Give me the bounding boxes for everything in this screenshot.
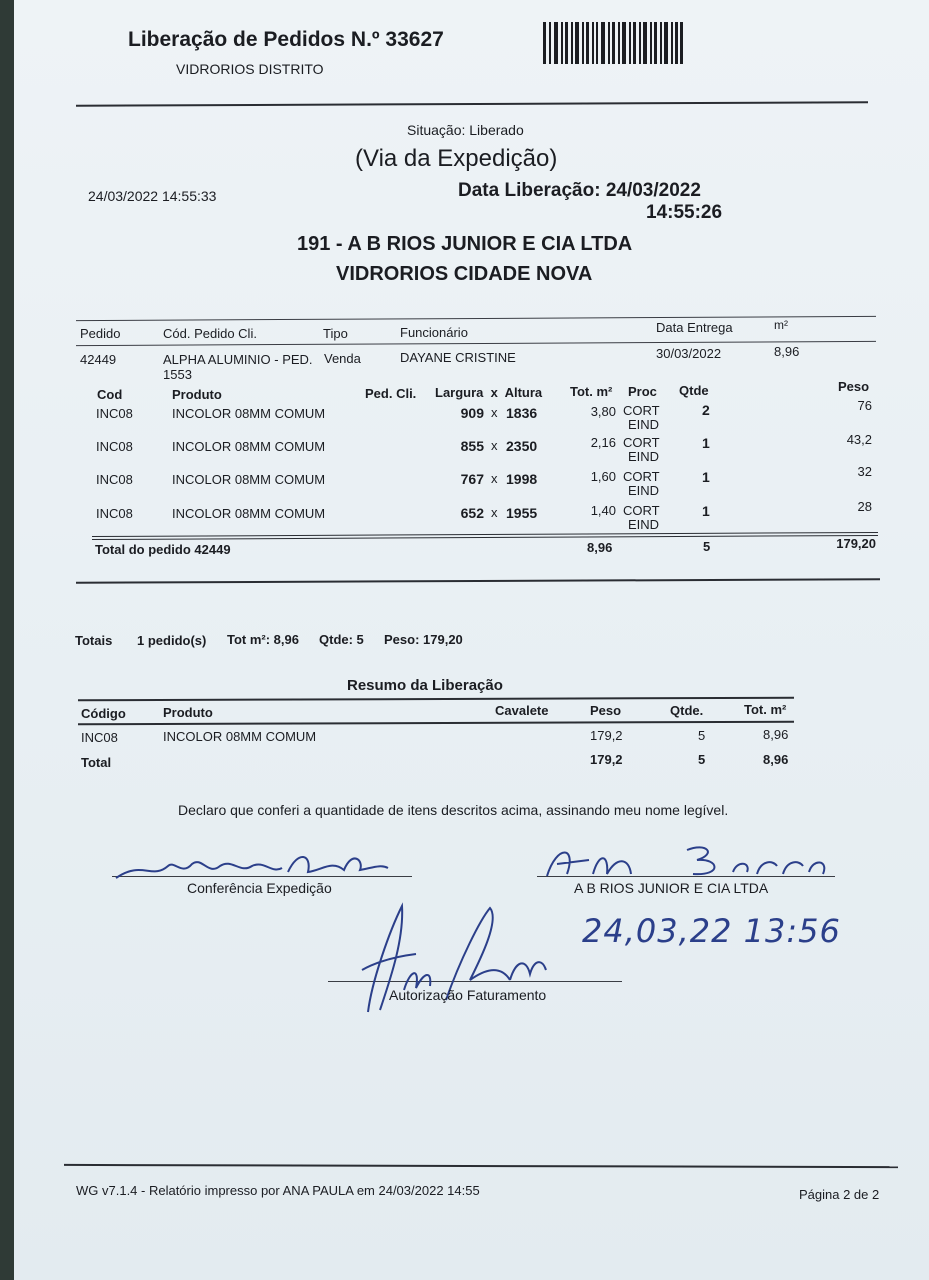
item-proc: CORT xyxy=(623,403,660,418)
order-client-ref: ALPHA ALUMINIO - PED. xyxy=(163,352,313,367)
declaration-text: Declaro que conferi a quantidade de itens descritos acima, assinando meu nome legível. xyxy=(178,802,729,818)
company-name: VIDRORIOS DISTRITO xyxy=(176,61,324,77)
summary-qtde: 5 xyxy=(698,728,706,743)
document-title: Liberação de Pedidos N.º 33627 xyxy=(128,28,444,51)
item-peso: 28 xyxy=(857,499,872,514)
order-total-peso: 179,20 xyxy=(836,536,876,551)
summary-produto: INCOLOR 08MM COMUM xyxy=(163,729,317,744)
item-x: x xyxy=(491,405,498,420)
totals-pedidos: 1 pedido(s) xyxy=(137,633,207,648)
summary-col-tot-m2: Tot. m² xyxy=(744,702,787,717)
order-total-label: Total do pedido 42449 xyxy=(95,542,231,557)
item-altura: 2350 xyxy=(506,438,538,454)
signature-label-conferencia: Conferência Expedição xyxy=(187,880,332,896)
item-largura: 767 xyxy=(460,471,484,487)
release-date: Data Liberação: 24/03/2022 xyxy=(458,180,701,201)
client-name: 191 - A B RIOS JUNIOR E CIA LTDA xyxy=(297,233,633,255)
order-delivery-date: 30/03/2022 xyxy=(656,346,722,361)
items-col-ped-cli: Ped. Cli. xyxy=(365,386,417,401)
signature-label-autorizacao: Autorização Faturamento xyxy=(389,987,547,1003)
item-x: x xyxy=(491,438,498,453)
item-altura: 1998 xyxy=(506,471,538,487)
item-largura: 855 xyxy=(460,438,484,454)
item-proc: CORT xyxy=(623,503,660,518)
barcode xyxy=(543,22,683,64)
item-produto: INCOLOR 08MM COMUM xyxy=(172,439,326,454)
item-x: x xyxy=(491,471,498,486)
item-tot-m2: 3,80 xyxy=(590,404,616,419)
item-proc: CORT xyxy=(623,469,660,484)
totals-m2: Tot m²: 8,96 xyxy=(227,632,299,647)
summary-codigo: INC08 xyxy=(81,730,118,745)
items-col-proc: Proc xyxy=(628,384,657,399)
status-text: Situação: Liberado xyxy=(407,122,524,138)
summary-title: Resumo da Liberação xyxy=(347,677,503,694)
order-number: 42449 xyxy=(80,352,117,367)
item-x: x xyxy=(491,505,498,520)
handwritten-signature xyxy=(112,840,412,884)
summary-col-qtde: Qtde. xyxy=(670,703,704,718)
order-client-ref-2: 1553 xyxy=(163,367,192,382)
item-qtde: 2 xyxy=(702,402,710,418)
item-peso: 76 xyxy=(857,398,872,413)
item-tot-m2: 1,60 xyxy=(590,469,616,484)
item-cod: INC08 xyxy=(96,506,133,521)
item-produto: INCOLOR 08MM COMUM xyxy=(172,406,326,421)
summary-col-peso: Peso xyxy=(590,703,622,718)
order-type: Venda xyxy=(324,351,361,366)
item-largura: 652 xyxy=(460,505,484,521)
summary-total-tot-m2: 8,96 xyxy=(763,752,789,767)
order-m2: 8,96 xyxy=(774,344,800,359)
item-produto: INCOLOR 08MM COMUM xyxy=(172,472,326,487)
item-altura: 1836 xyxy=(506,405,538,421)
items-col-tot-m2: Tot. m² xyxy=(570,384,613,399)
item-altura: 1955 xyxy=(506,505,538,521)
item-cod: INC08 xyxy=(96,439,133,454)
order-total-qtde: 5 xyxy=(703,539,711,554)
item-qtde: 1 xyxy=(702,503,710,519)
item-proc-2: EIND xyxy=(628,517,660,532)
item-proc: CORT xyxy=(623,435,660,450)
summary-total-peso: 179,2 xyxy=(590,752,623,767)
order-employee: DAYANE CRISTINE xyxy=(400,350,516,365)
summary-col-produto: Produto xyxy=(163,705,213,720)
summary-col-cavalete: Cavalete xyxy=(495,703,549,718)
handwritten-signature xyxy=(537,836,835,882)
col-tipo: Tipo xyxy=(323,326,348,341)
via-title: (Via da Expedição) xyxy=(355,145,558,172)
item-proc-2: EIND xyxy=(628,449,660,464)
items-col-peso: Peso xyxy=(838,379,870,394)
item-proc-2: EIND xyxy=(628,417,660,432)
order-total-m2: 8,96 xyxy=(587,540,613,555)
items-col-qtde: Qtde xyxy=(679,383,709,398)
signature-label-client: A B RIOS JUNIOR E CIA LTDA xyxy=(574,880,769,896)
items-col-largura-altura: Largura x Altura xyxy=(435,385,543,400)
col-data-entrega: Data Entrega xyxy=(656,320,733,335)
summary-peso: 179,2 xyxy=(590,728,623,743)
item-tot-m2: 2,16 xyxy=(590,435,616,450)
summary-total-label: Total xyxy=(81,755,112,770)
summary-total-qtde: 5 xyxy=(698,752,706,767)
col-cod-pedido-cli: Cód. Pedido Cli. xyxy=(163,326,257,341)
handwritten-date: 24,03,22 13:56 xyxy=(582,912,841,950)
totals-qtde: Qtde: 5 xyxy=(319,632,364,647)
item-qtde: 1 xyxy=(702,435,710,451)
item-cod: INC08 xyxy=(96,472,133,487)
item-cod: INC08 xyxy=(96,406,133,421)
item-tot-m2: 1,40 xyxy=(590,503,616,518)
item-largura: 909 xyxy=(460,405,484,421)
col-pedido: Pedido xyxy=(80,326,121,341)
items-col-produto: Produto xyxy=(172,387,222,402)
col-m2: m² xyxy=(774,318,788,332)
footer-text: WG v7.1.4 - Relatório impresso por ANA PAULA em 24/03/2022 14:55 xyxy=(76,1183,480,1198)
page-number: Página 2 de 2 xyxy=(799,1187,880,1202)
summary-col-codigo: Código xyxy=(81,706,126,721)
totals-label: Totais xyxy=(75,633,113,648)
col-funcionario: Funcionário xyxy=(400,325,468,340)
item-qtde: 1 xyxy=(702,469,710,485)
item-proc-2: EIND xyxy=(628,483,660,498)
client-store: VIDRORIOS CIDADE NOVA xyxy=(336,263,593,285)
item-peso: 43,2 xyxy=(846,432,872,447)
item-peso: 32 xyxy=(857,464,872,479)
item-produto: INCOLOR 08MM COMUM xyxy=(172,506,326,521)
totals-peso: Peso: 179,20 xyxy=(384,632,463,647)
print-datetime: 24/03/2022 14:55:33 xyxy=(88,188,217,204)
items-col-cod: Cod xyxy=(97,387,123,402)
release-time: 14:55:26 xyxy=(646,202,723,223)
summary-tot-m2: 8,96 xyxy=(763,727,789,742)
